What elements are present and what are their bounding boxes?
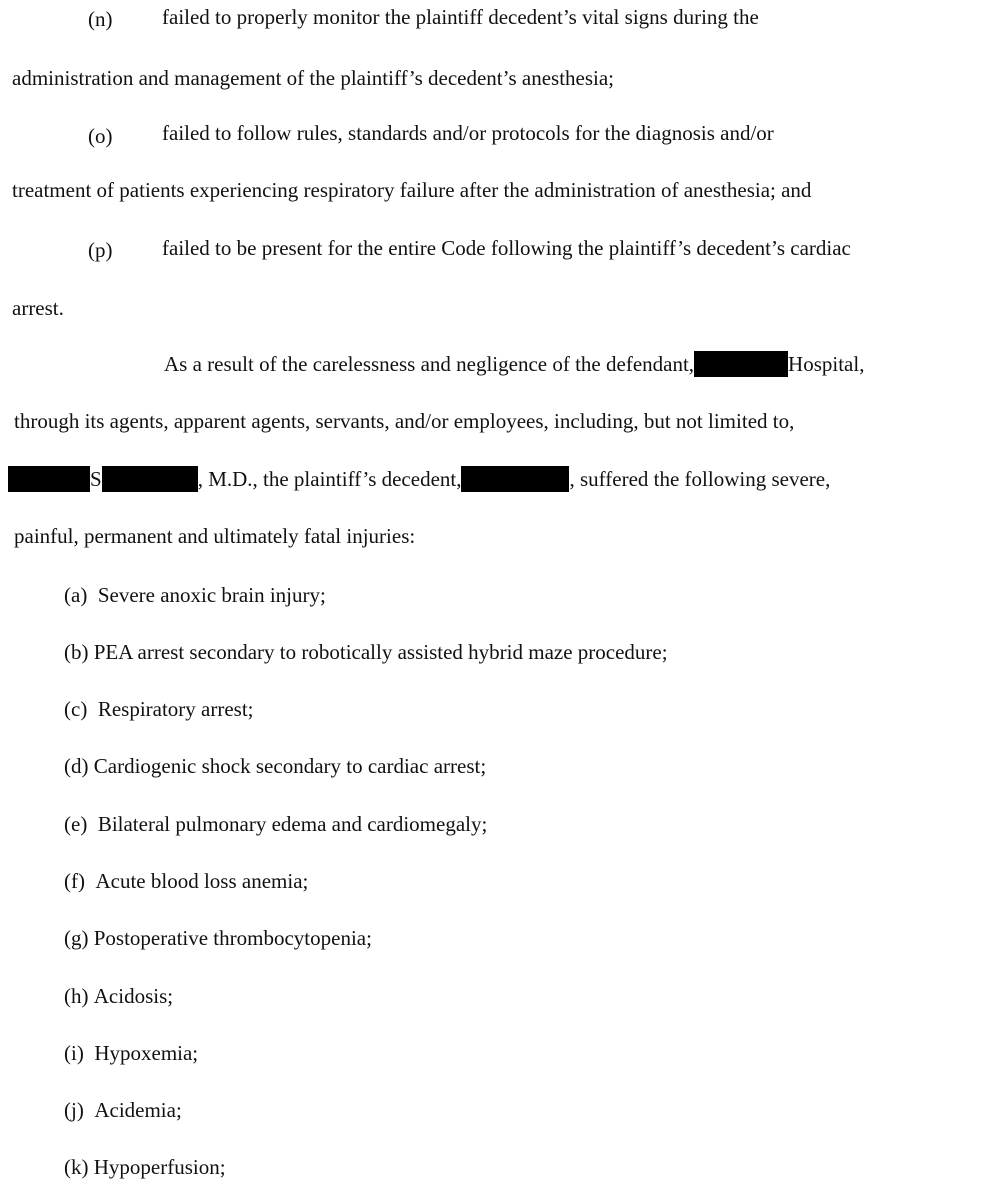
paragraph-text: , M.D., the plaintiff’s decedent, — [197, 467, 462, 491]
list-item-text: PEA arrest secondary to robotically assisted hybrid maze procedure; — [93, 640, 668, 664]
clause-n-text-line2: administration and management of the plaintiff’s decedent’s anesthesia; — [12, 66, 615, 90]
list-item-marker: (c) — [64, 697, 88, 721]
list-item-marker: (e) — [64, 812, 88, 836]
paragraph-line-2: through its agents, apparent agents, servants, and/or employees, including, but not limited to, — [14, 409, 795, 433]
list-item — [64, 1155, 226, 1179]
list-item-text: Hypoxemia; — [94, 1041, 199, 1065]
clause-p-text-line1: failed to be present for the entire Code following the plaintiff’s decedent’s cardiac — [162, 236, 851, 260]
list-item-marker: (h) — [64, 984, 89, 1008]
list-item-text: Bilateral pulmonary edema and cardiomegaly; — [97, 812, 488, 836]
list-item-marker: (a) — [64, 583, 88, 607]
list-item-text: Severe anoxic brain injury; — [97, 583, 326, 607]
list-item — [64, 583, 326, 607]
list-item-marker: (b) — [64, 640, 89, 664]
list-item-text: Postoperative thrombocytopenia; — [93, 926, 372, 950]
list-item-marker: (j) — [64, 1098, 84, 1122]
redaction-bar — [8, 466, 90, 492]
list-item-text: Acidemia; — [94, 1098, 182, 1122]
list-item-text: Acute blood loss anemia; — [95, 869, 309, 893]
list-item-marker: (d) — [64, 754, 89, 778]
paragraph-text: As a result of the carelessness and negligence of the defendant, — [164, 352, 695, 376]
list-item-marker: (k) — [64, 1155, 89, 1179]
clause-o-marker: (o) — [88, 124, 113, 148]
list-item — [64, 926, 372, 950]
list-item — [64, 1098, 182, 1122]
list-item — [64, 869, 308, 893]
paragraph-text: S — [90, 467, 102, 491]
redaction-bar — [694, 351, 788, 377]
paragraph-line-4: painful, permanent and ultimately fatal injuries: — [14, 524, 416, 548]
list-item — [64, 812, 487, 836]
list-item-text: Acidosis; — [93, 984, 174, 1008]
list-item-text: Cardiogenic shock secondary to cardiac arrest; — [93, 754, 487, 778]
list-item-marker: (i) — [64, 1041, 84, 1065]
clause-n-marker: (n) — [88, 7, 113, 31]
paragraph-text: Hospital, — [788, 352, 865, 376]
list-item — [64, 984, 173, 1008]
list-item — [64, 640, 668, 664]
paragraph-line-3 — [8, 466, 830, 492]
clause-p-text-line2: arrest. — [12, 296, 64, 320]
list-item — [64, 697, 254, 721]
paragraph-line-1 — [164, 351, 864, 377]
clause-p-marker: (p) — [88, 238, 113, 262]
list-item — [64, 1041, 198, 1065]
list-item-text: Respiratory arrest; — [97, 697, 254, 721]
redaction-bar — [461, 466, 569, 492]
clause-o-text-line2: treatment of patients experiencing respiratory failure after the administration of anesthesia; and — [12, 178, 812, 202]
list-item-text: Hypoperfusion; — [93, 1155, 226, 1179]
list-item-marker: (f) — [64, 869, 85, 893]
list-item — [64, 754, 486, 778]
paragraph-text: , suffered the following severe, — [569, 467, 831, 491]
clause-o-text-line1: failed to follow rules, standards and/or protocols for the diagnosis and/or — [162, 121, 774, 145]
list-item-marker: (g) — [64, 926, 89, 950]
redaction-bar — [102, 466, 198, 492]
clause-n-text-line1: failed to properly monitor the plaintiff decedent’s vital signs during the — [162, 5, 759, 29]
